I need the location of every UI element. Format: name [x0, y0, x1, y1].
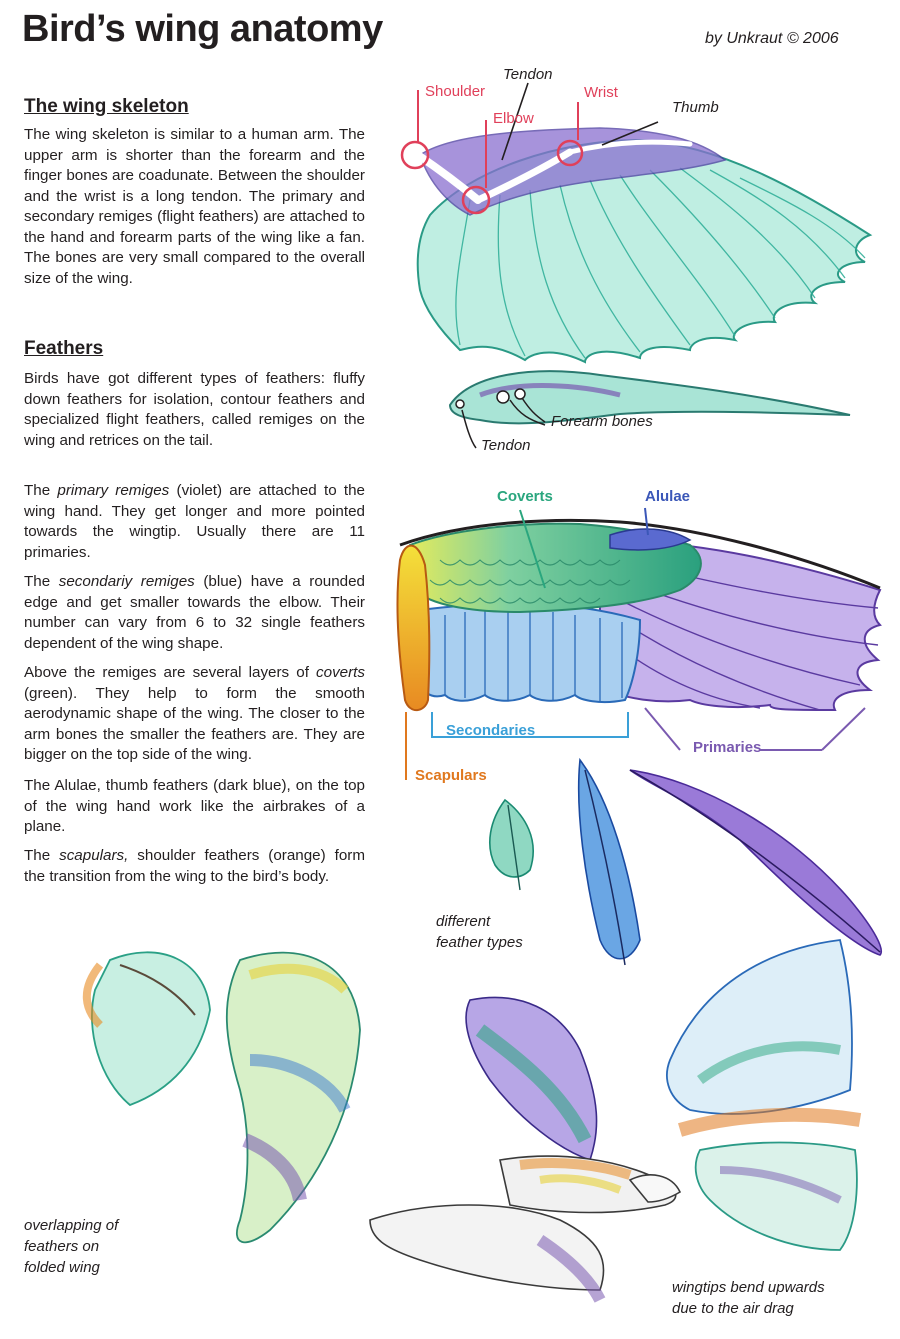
label-tendon: Tendon: [503, 66, 553, 83]
feathers-heading: Feathers: [24, 338, 104, 359]
eagle-sketch: [370, 997, 680, 1300]
p2-post: (violet) are attached to the wing hand. They get longer and more pointed towards the wingtip. Usually there are 11 primaries.: [24, 482, 365, 561]
wingtip-band: [680, 1115, 860, 1130]
scapulars-layer: [398, 546, 430, 711]
label-primaries: Primaries: [693, 739, 762, 756]
p4-pre: Above the remiges are several layers of: [24, 664, 317, 681]
label-secondaries: Secondaries: [446, 722, 536, 739]
caption-feather-types: different feather types: [436, 913, 523, 951]
p6-emphasis: scapulars,: [59, 847, 129, 864]
label-alulae: Alulae: [645, 488, 691, 505]
label-thumb: Thumb: [672, 99, 719, 116]
feathers-paragraph-5: The Alulae, thumb feathers (dark blue), on the top of the wing hand work like the airbrakes of a plane.: [24, 777, 365, 835]
skeleton-paragraph: The wing skeleton is similar to a human arm. The upper arm is shorter than the forearm and the finger bones are coadunate. Between the shoulder and the wrist is a long tendon. The primary and secondary remiges (flight feathers) are attached to the hand and forearm parts of the wing like a fan. The bones are very small compared to the overall size of the wing.: [24, 126, 365, 287]
feather-types: [490, 760, 881, 965]
author-credit: by Unkraut © 2006: [705, 30, 839, 47]
p2-emphasis: primary remiges: [57, 482, 170, 499]
p4-emphasis: coverts: [316, 664, 365, 681]
contour-feather: [579, 760, 640, 959]
folded-wing-sketches: [87, 952, 360, 1242]
caption-wingtips: wingtips bend upwards due to the air drag: [672, 1279, 825, 1317]
skeleton-heading: The wing skeleton: [24, 96, 189, 117]
down-feather: [490, 800, 533, 877]
flight-feather: [630, 770, 881, 955]
label-cross-tendon: Tendon: [481, 437, 531, 454]
forearm-bone-b: [515, 389, 525, 399]
p2-pre: The: [24, 482, 58, 499]
folded-wing-small: [92, 952, 210, 1105]
wingtip-sketches: [667, 940, 860, 1250]
label-shoulder: Shoulder: [425, 83, 486, 100]
tendon-dot: [456, 400, 464, 408]
label-scapulars: Scapulars: [415, 767, 487, 784]
eagle-lower-wing: [370, 1205, 604, 1290]
wing-skeleton-diagram: [402, 83, 870, 362]
label-elbow: Elbow: [493, 110, 534, 127]
p3-emphasis: secondariy remiges: [58, 573, 195, 590]
label-coverts: Coverts: [497, 488, 553, 505]
feathers-paragraph-1: Birds have got different types of feathers: fluffy down feathers for isolation, contour feathers and specialized flight feathers, called remiges on the wing and retrices on the tail.: [24, 370, 365, 449]
page-title: Bird’s wing anatomy: [22, 8, 383, 50]
p3-post: (blue) have a rounded edge and get smaller towards the elbow. Their number can vary from 6 to 32 single feathers dependent of the wing shape.: [24, 573, 366, 652]
p6-post: shoulder feathers (orange) form the transition from the wing to the bird’s body.: [24, 847, 366, 885]
label-forearm-bones: Forearm bones: [551, 413, 653, 430]
label-wrist: Wrist: [584, 84, 618, 101]
p4-post: (green). They help to form the smooth aerodynamic shape of the wing. The closer to the arm bones the smaller the feathers are. They are bigger on the top side of the wing.: [24, 684, 365, 763]
p3-pre: The: [24, 573, 59, 590]
wingtip-upper: [667, 940, 852, 1114]
forearm-bone-a: [497, 391, 509, 403]
p6-pre: The: [24, 847, 60, 864]
caption-folded-wing: overlapping of feathers on folded wing: [24, 1217, 119, 1276]
